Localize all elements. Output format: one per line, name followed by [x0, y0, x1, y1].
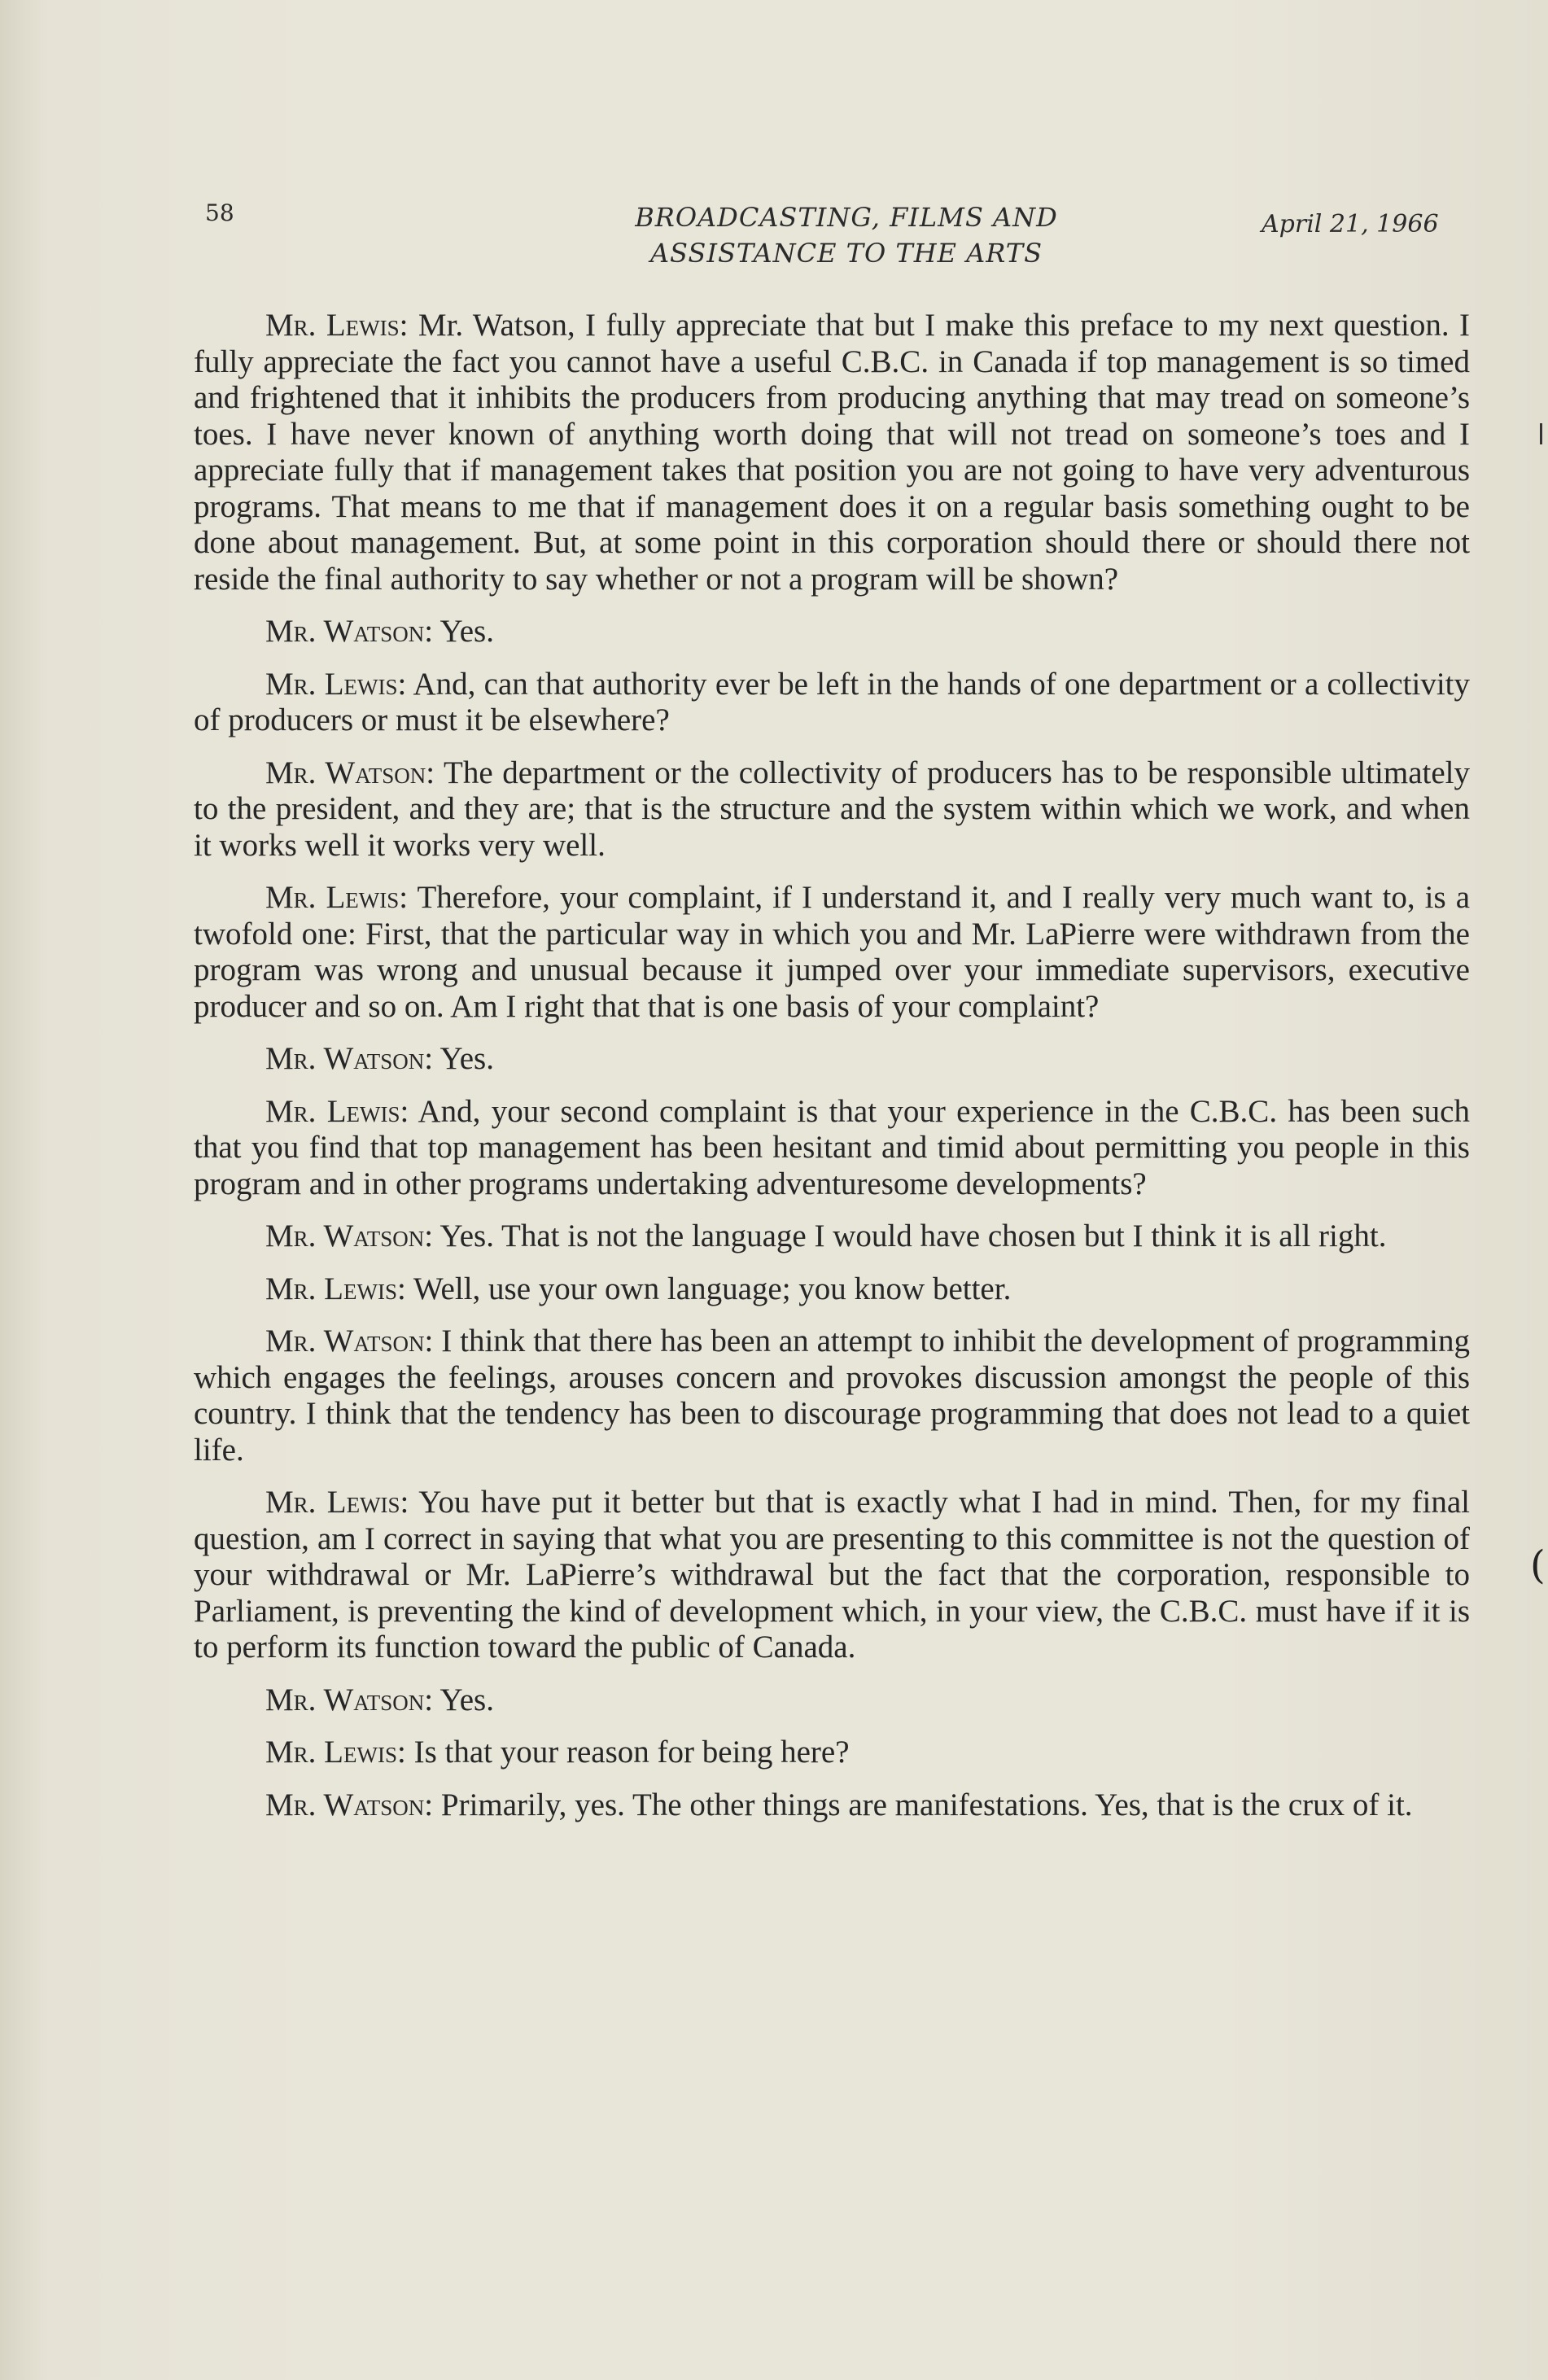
paragraph [194, 1485, 1470, 1666]
speaker-name: Mr. Watson: [265, 755, 435, 790]
speaker-name: Mr. Lewis: [265, 1735, 406, 1770]
paragraph-text: Yes. [439, 1682, 494, 1717]
paragraph-text: Yes. [439, 614, 494, 649]
paragraph-text: Yes. [439, 1041, 494, 1076]
paragraph-text: Is that your reason for being here? [413, 1735, 850, 1770]
speaker-name: Mr. Lewis: [265, 880, 409, 915]
paragraph [194, 1323, 1470, 1468]
paragraph-text: You have put it better but that is exactly what I had in mind. Then, for my final question, am I correct in saying that what you are presenting to this committee is not the question of your withdrawal or Mr. LaPierre’s withdrawal but the fact that the corporation, responsible to Parliament, is preventing the kind of development which, in your view, the C.B.C. must have if it is to perform its function toward the public of Canada. [194, 1485, 1470, 1665]
margin-mark [1540, 423, 1542, 444]
paragraph-text: Yes. That is not the language I would have chosen but I think it is all right. [439, 1218, 1387, 1253]
paragraph [194, 308, 1470, 597]
speaker-name: Mr. Lewis: [265, 1093, 409, 1129]
speaker-name: Mr. Watson: [265, 1041, 434, 1076]
paragraph [194, 755, 1470, 864]
speaker-name: Mr. Lewis: [265, 1271, 406, 1306]
paragraph-text: Well, use your own language; you know better. [413, 1271, 1012, 1306]
paragraph [194, 1094, 1470, 1203]
paragraph-text: Primarily, yes. The other things are manifestations. Yes, that is the crux of it. [440, 1787, 1413, 1822]
page-date: April 21, 1966 [1262, 210, 1439, 238]
paragraph-text: The department or the collectivity of producers has to be responsible ultimately to the president, and they are; that is the structure and the system within which we work, and when it works well it works very well. [194, 755, 1470, 863]
paragraph [194, 1682, 1470, 1719]
speaker-name: Mr. Watson: [265, 1787, 434, 1822]
paragraph [194, 667, 1470, 739]
paragraph-text: Mr. Watson, I fully appreciate that but I make this preface to my next question. I fully appreciate the fact you cannot have a useful C.B.C. in Canada if top management is so timed and frightened that it inhibits the producers from producing anything that may tread on someone’s toes. I have never known of anything worth doing that will not tread on someone’s toes and I appreciate fully that if management takes that position you are not going to have very adventurous programs. That means to me that if management does it on a regular basis something ought to be done about management. But, at some point in this corporation should there or should there not reside the final authority to say whether or not a program will be shown? [194, 308, 1471, 597]
speaker-name: Mr. Watson: [265, 1682, 434, 1717]
paragraph-text: I think that there has been an attempt to inhibit the development of programming which engages the feelings, arouses concern and provokes discussion amongst the people of this country. I think that the tendency has been to discourage programming that does not lead to a quiet life. [194, 1323, 1471, 1468]
paragraph-text: And, your second complaint is that your experience in the C.B.C. has been such that you find that top management has been hesitant and timid about permitting you people in this program and in other programs undertaking adventuresome developments? [194, 1093, 1470, 1201]
margin-bracket-mark: ( [1530, 1542, 1546, 1588]
speaker-name: Mr. Watson: [265, 614, 434, 649]
speaker-name: Mr. Lewis: [265, 308, 409, 343]
paragraph [194, 880, 1470, 1025]
speaker-name: Mr. Watson: [265, 1323, 434, 1358]
speaker-name: Mr. Lewis: [265, 1485, 409, 1520]
speaker-name: Mr. Watson: [265, 1218, 434, 1253]
speaker-name: Mr. Lewis: [265, 666, 407, 702]
transcript-body [194, 308, 1470, 1840]
page-number: 58 [205, 199, 234, 226]
paragraph [194, 1218, 1470, 1255]
paragraph [194, 1271, 1470, 1308]
paragraph [194, 1787, 1470, 1824]
paragraph-text: Therefore, your complaint, if I understand it, and I really very much want to, is a twofold one: First, that the particular way in which you and Mr. LaPierre were withdrawn from the program was wrong and unusual because it jumped over your immediate supervisors, executive producer and so on. Am I right that that is one basis of your complaint? [194, 880, 1471, 1024]
running-head: BROADCASTING, FILMS AND ASSISTANCE TO THE ARTS [635, 202, 1058, 269]
paragraph [194, 614, 1470, 650]
paragraph [194, 1041, 1470, 1078]
paragraph [194, 1735, 1470, 1771]
paragraph-text: And, can that authority ever be left in the hands of one department or a collectivity of producers or must it be elsewhere? [194, 666, 1470, 737]
